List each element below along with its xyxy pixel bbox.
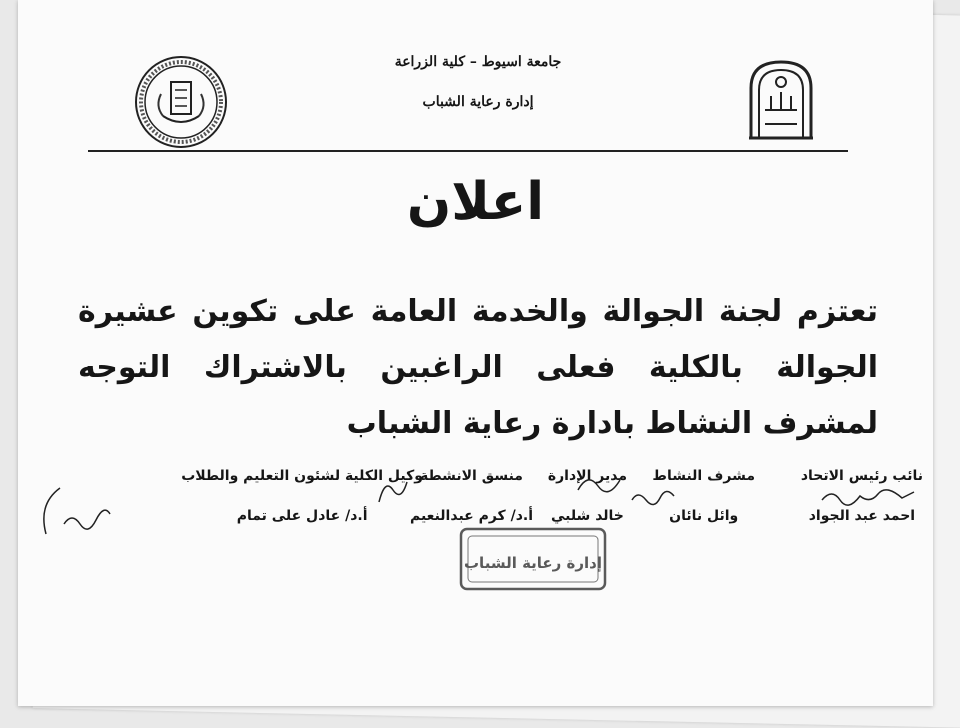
stamp-text: إدارة رعاية الشباب <box>463 554 603 572</box>
signatory-title: نائب رئيس الاتحاد <box>800 468 923 484</box>
announcement-title: اعلان <box>406 172 545 232</box>
signatory-name: خالد شلبي <box>550 508 624 524</box>
signatory-title: مشرف النشاط <box>652 468 755 484</box>
university-seal-icon <box>133 54 229 150</box>
signature-mark <box>628 488 678 508</box>
signature-mark <box>818 486 918 508</box>
announcement-page <box>18 0 933 706</box>
department-stamp <box>458 526 608 592</box>
letterhead <box>18 40 933 140</box>
signature-mark <box>373 472 413 512</box>
assiut-university-logo-icon <box>745 58 817 140</box>
signatory-name: أ.د/ كرم عبدالنعيم <box>409 508 533 524</box>
signatory-name: وائل نائان <box>669 508 739 524</box>
header-divider <box>88 150 848 152</box>
signatory-title: وكيل الكلية لشئون التعليم والطلاب <box>181 468 423 484</box>
signatory-title: مدير الإدارة <box>547 468 627 484</box>
handwritten-note <box>34 484 114 544</box>
signatory-activities-coordinator <box>410 468 533 524</box>
announcement-body: تعتزم لجنة الجوالة والخدمة العامة على تكوين عشيرة الجوالة بالكلية فعلى الراغبين بالاشتراك التوجه لمشرف النشاط بادارة رعاية الشباب <box>78 294 878 441</box>
signature-mark <box>574 468 624 498</box>
letterhead-text <box>318 54 638 110</box>
signatory-name: أ.د/ عادل على تمام <box>236 508 368 524</box>
signatory-title: منسق الانشطة <box>420 468 523 484</box>
department-name: إدارة رعاية الشباب <box>422 94 534 110</box>
signatory-name: احمد عبد الجواد <box>808 508 916 524</box>
university-faculty-name: جامعة اسيوط – كلية الزراعة <box>394 54 562 70</box>
